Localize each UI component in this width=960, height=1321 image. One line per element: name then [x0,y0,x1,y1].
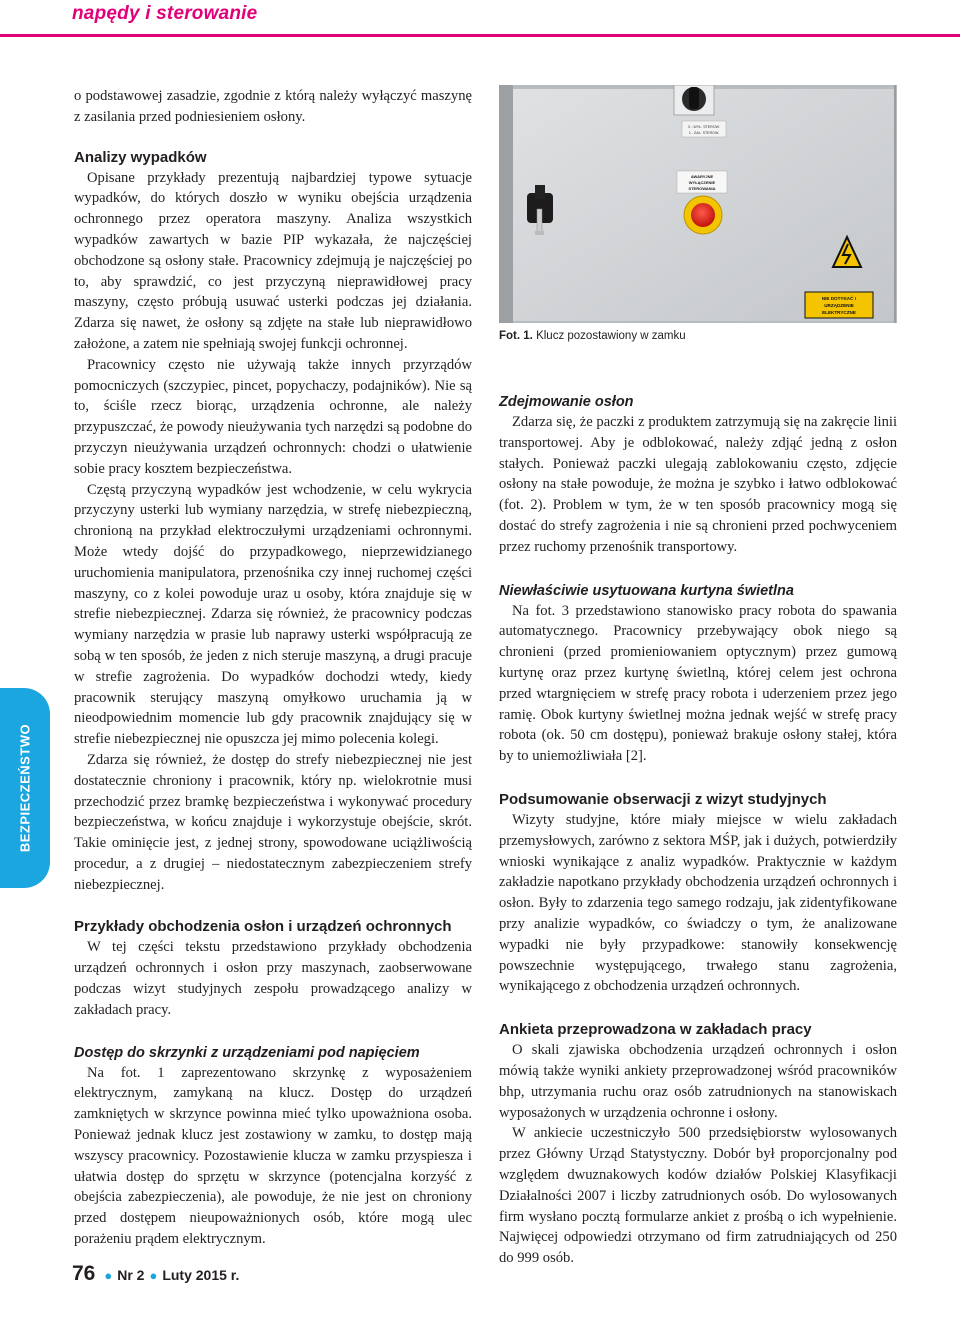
page-number: 76 [72,1262,96,1285]
paragraph-ankieta-2: W ankiecie uczestniczyło 500 przedsiębiorstw wylosowanych przez Główny Urząd Statystyczny. Dobór był proporcjonalny pod względem dwuznakowych kodów działów Polskiej Klasyfikacji Działalności 2007 i liczby zatrudnionych osób. Do wylosowanych firm wysłano pocztą formularze ankiet z prośbą o ich wypełnienie. Najwięcej odpowiedzi otrzymano od firm zatrudniających od 250 do 999 osób. [499,1125,897,1267]
heading-zdejmowanie: Zdejmowanie osłon [499,394,634,410]
paragraph-zdejmowanie: Zdarza się, że paczki z produktem zatrzymują się na zakręcie linii transportowej. Aby je odblokować, należy zdjąć jedną z osłon stałych. Ponieważ paczki ulegają zablokowaniu często, zdjęcie osłony na stałe powoduje, że można je szybko i łatwo odblokować (fot. 2). Problem w tym, że w ten sposób pracownicy mogą się dostać do strefy zagrożenia i nie są chronieni przed pochwyceniem przez ruchomy przenośnik transportowy. [499,414,897,555]
caption-text: Klucz pozostawiony w zamku [536,330,686,342]
paragraph-dostep: Na fot. 1 zaprezentowano skrzynkę z wyposażeniem elektrycznym, zamykaną na klucz. Dostęp do urządzeń zamkniętych w skrzynce powinna mieć tylko upoważniona osoba. Ponieważ jednak klucz jest zostawiony w zamku, to dostęp mają wszyscy pracownicy. Pozostawienie klucza w zamku przyspiesza i ułatwia dostęp do sprzętu w skrzynce (potencjalna korzyść z obejścia zabezpieczenia), ale powoduje, że nie jest on chroniony przed dostępem nieupoważnionych osób, które mogą ulec porażeniu prądem elektrycznym. [74,1064,472,1248]
heading-ankieta: Ankieta przeprowadzona w zakładach pracy [499,1021,812,1039]
paragraph-podsumowanie: Wizyty studyjne, które miały miejsce w wielu zakładach przemysłowych, zarówno z sektora MŚP, jak i dużych, potwierdziły wnioski wynikające z analiz wypadków. Praktycznie w każdym zakładzie napotkano przykłady obchodzenia urządzeń ochronnych i osłon. Były to zdarzenia tego samego rodzaju, jak zidentyfikowane przy analizie wypadków, co świadczy o tym, że analizowane wypadki nie były przypadkowe: stanowiły konsekwencję powszechnie występującego, trwałego stanu zagrożenia, wynikającego z obchodzenia urządzeń ochronnych. [499,811,897,995]
photo-illustration [499,85,897,323]
paragraph-analizy-3: Częstą przyczyną wypadków jest wchodzenie, w celu wykrycia przyczyny usterki lub wymiany narzędzia, w strefę niebezpieczną, chronioną na przykład elektroczułymi urządzeniami ochronnymi. Może wtedy dojść do przypadkowego, nieprzewidzianego uruchomienia manipulatora, przenośnika czy innej ruchomej części maszyny, co z kolei powoduje uraz u osoby, która znajduje się w strefie niebezpiecznej. Zdarza się również, że pracownicy podczas wymiany narzędzia w prasie lub naprawy usterki współpracują ze sobą w ten sposób, że jeden z nich steruje maszyną, a drugi pracuje w strefie zagrożenia. Do wypadków dochodzi wtedy, kiedy pracownik sterujący maszyną omyłkowo uruchamia ją w nieodpowiednim momencie lub gdy pracownik znajdujący się w strefie niebezpiecznej nie opuszcza jej mimo polecenia kolegi. [74,481,472,748]
issue-date: Luty 2015 r. [162,1267,240,1283]
left-column [74,86,472,1250]
switch-label-line2: 1 - ZAŁ. STEROW. [688,131,720,135]
footer [72,1262,239,1286]
switch-label-line1: 0 - WYŁ. STEROW. [688,125,720,129]
warning-line3: ELEKTRYCZNE [822,310,856,315]
heading-podsumowanie: Podsumowanie obserwacji z wizyt studyjnych [499,790,827,808]
paragraph-kurtyna: Na fot. 3 przedstawiono stanowisko pracy robota do spawania automatycznego. Pracownicy przebywający obok niego są chronieni (przed promieniowaniem optycznym) przez gumową kurtynę oraz przez kurtynę świetlną, której celem jest ochrona przed wtargnięciem w strefę pracy robota i uderzeniem przez jego ramię. Obok kurtyny świetlnej można jednak wejść w strefę pracy robota (ok. 50 cm dostępu), ponieważ brakuje osłony stałej, która by to uniemożliwiała [2]. [499,602,897,765]
issue-number: Nr 2 [117,1267,145,1283]
section-label: napędy i sterowanie [72,3,258,24]
caption-label: Fot. 1. [499,330,533,342]
bullet-icon: ● [149,1268,158,1283]
header-bar [0,0,960,37]
paragraph-analizy-1: Opisane przykłady prezentują najbardziej typowe sytuacje wypadków, do których doszło w wyniku obejścia urządzenia ochronnego przez operatora maszyny. Analiza wszystkich wypadków zawartych w bazie PIP wykazała, że najczęściej obchodzone są osłony stałe. Pracownicy zdejmują je najczęściej po to, aby sprawdzić, co jest przyczyną nieprawidłowej pracy maszyny, często próbują usuwać usterki podczas jej działania. Zdarza się nawet, że osłony są zdjęte na stałe lub nieprawidłowo założone, a zatem nie spełniają swojej funkcji ochronnej. [74,169,472,352]
heading-kurtyna: Niewłaściwie usytuowana kurtyna świetlna [499,582,794,599]
stop-label-line2: WYŁĄCZENIE [688,180,716,185]
right-column [499,392,897,1269]
paragraph-ankieta-1: O skali zjawiska obchodzenia urządzeń ochronnych i osłon mówią także wyniki ankiety przeprowadzonej wśród pracowników bhp, utrzymania ruchu oraz osób zatrudnionych na stanowiskach wyposażonych w urządzenia ochronne i osłony. [499,1042,897,1121]
photo-electrical-box [499,85,897,323]
heading-przyklady: Przykłady obchodzenia osłon i urządzeń ochronnych [74,918,452,936]
side-tab-bezpieczenstwo [0,688,50,888]
paragraph-analizy-4: Zdarza się również, że dostęp do strefy niebezpiecznej nie jest dostatecznie chroniony i pracownik, który np. wielokrotnie musi przechodzić przez bramkę bezpieczeństwa i wykonywać procedury bezpieczeństwa, w końcu znajduje i wykorzystuje obejście, skrót. Takie ominięcie jest, z jednej strony, spowodowane uciążliwością procedur, a z drugiej – niedostatecznym zabezpieczeniem strefy niebezpiecznej. [74,751,472,893]
paragraph-intro: o podstawowej zasadzie, zgodnie z którą należy wyłączyć maszynę z zasilania przed podniesieniem osłony. [74,88,472,125]
heading-analizy: Analizy wypadków [74,148,207,166]
stop-label-line1: AWARYJNE [690,174,714,179]
photo-caption [499,330,897,342]
bullet-icon: ● [104,1268,113,1283]
side-tab-label: BEZPIECZEŃSTWO [17,723,33,853]
stop-label-line3: STEROWANIA [688,186,716,191]
paragraph-przyklady: W tej części tekstu przedstawiono przykłady obchodzenia urządzeń ochronnych i osłon przy maszynach, zaobserwowane podczas wizyt studyjnych zespołu prowadzącego analizy w zakładach pracy. [74,939,472,1018]
warning-line2: URZĄDZENIE [824,303,854,308]
heading-dostep: Dostęp do skrzynki z urządzeniami pod napięciem [74,1044,420,1061]
warning-line1: NIE DOTYKAĆ ! [821,296,857,301]
paragraph-analizy-2: Pracownicy często nie używają także innych przyrządów pomocniczych (szczypiec, pincet, popychaczy, podajników). Nie są to, ściśle rzecz biorąc, urządzenia ochronne, ale należy przypuszczać, że powody nieużywania tych narzędzi są podobne do przyczyn nieużywania urządzeń ochronnych: chodzi o ułatwienie sobie pracy kosztem bezpieczeństwa. [74,356,472,477]
